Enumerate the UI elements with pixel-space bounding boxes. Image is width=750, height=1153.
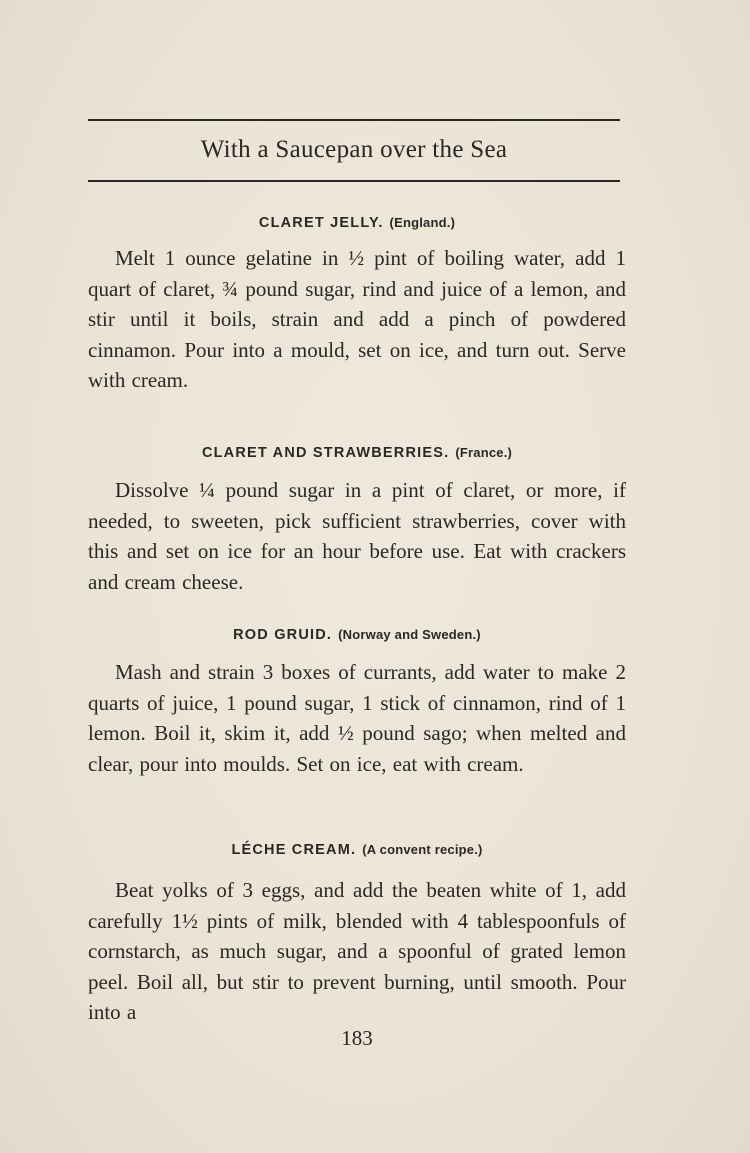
recipe-title: ROD GRUID. bbox=[233, 627, 333, 643]
recipe-text: Mash and strain 3 boxes of currants, add water to make 2 quarts of juice, 1 pound sugar, 1 stick of cinnamon, rind of 1 lemon. Boil it, skim it, add ½ pound sago; when melted and clear, pour into moulds. Set on ice, eat with cream. bbox=[88, 660, 626, 776]
recipe-origin: (France.) bbox=[455, 445, 513, 460]
recipe-rod-gruid bbox=[88, 625, 626, 779]
recipe-title: LÉCHE CREAM. bbox=[231, 842, 357, 858]
recipe-text: Melt 1 ounce gelatine in ½ pint of boiling water, add 1 quart of claret, ¾ pound sugar, rind and juice of a lemon, and stir until it boils, strain and add a pinch of powdered cinnamon. Pour into a mould, set on ice, and turn out. Serve with cream. bbox=[88, 246, 626, 392]
recipe-heading bbox=[88, 625, 626, 645]
recipe-heading bbox=[88, 840, 626, 860]
recipe-origin: (England.) bbox=[389, 215, 456, 230]
recipe-heading bbox=[88, 213, 626, 233]
header-rule-bottom bbox=[88, 180, 620, 182]
running-title: With a Saucepan over the Sea bbox=[200, 136, 508, 163]
recipe-text: Beat yolks of 3 eggs, and add the beaten white of 1, add carefully 1½ pints of milk, blended with 4 tablespoonfuls of cornstarch, as much sugar, and a spoonful of grated lemon peel. Boil all, but stir to prevent burning, until smooth. Pour into a bbox=[88, 878, 626, 1024]
recipe-origin: (Norway and Sweden.) bbox=[338, 627, 481, 642]
page-number: 183 bbox=[341, 1026, 373, 1050]
recipe-leche-cream bbox=[88, 840, 626, 1028]
recipe-title: CLARET JELLY. bbox=[258, 215, 384, 231]
recipe-title: CLARET AND STRAWBERRIES. bbox=[201, 445, 450, 461]
recipe-origin: (A convent recipe.) bbox=[362, 842, 483, 857]
recipe-text: Dissolve ¼ pound sugar in a pint of claret, or more, if needed, to sweeten, pick sufficient strawberries, cover with this and set on ice for an hour before use. Eat with crackers and cream cheese. bbox=[88, 478, 626, 594]
header-rule-top bbox=[88, 119, 620, 121]
recipe-claret-jelly bbox=[88, 213, 626, 396]
recipe-heading bbox=[88, 443, 626, 463]
recipe-claret-and-strawberries bbox=[88, 443, 626, 597]
